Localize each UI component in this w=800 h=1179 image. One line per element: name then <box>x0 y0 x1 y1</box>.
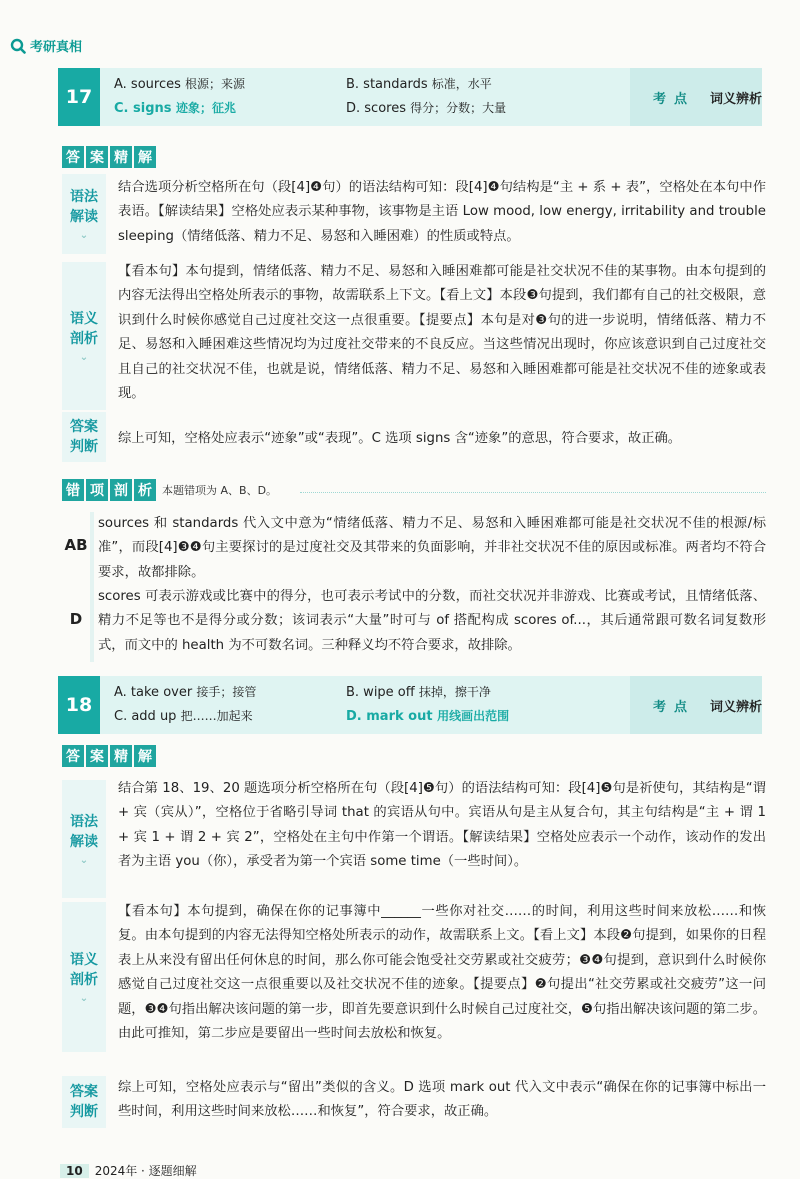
wrong-text-ab: sources 和 standards 代入文中意为“情绪低落、精力不足、易怒和入睡困难都可能是社交状况不佳的根源/标准”，而段[4]❸❹句主要探讨的是过度社交及其带来的负面影响，并非社交状况不佳的原因或标准。两者均不符合要求，故都排除。 <box>98 516 766 580</box>
option-b: B. wipe off 抹掉，擦干净 <box>346 685 491 700</box>
title-char: 项 <box>86 479 108 501</box>
judgement-text: 综上可知，空格处应表示与“留出”类似的含义。D 选项 mark out 代入文中表示“确保在你的记事簿中标出一些时间，利用这些时间来放松……和恢复”，符合要求，故正确。 <box>118 1080 766 1120</box>
brand <box>10 36 82 55</box>
question-17-options <box>58 68 762 126</box>
answer-analysis-title <box>62 146 156 168</box>
semantic-text: 【看本句】本句提到，确保在你的记事簿中______一些你对社交……的时间，利用这些时间来放松……和恢复。由本句提到的内容无法得知空格处所表示的动作，故需联系上文。【看上文】本段❷句提到，如果你的日程表上从来没有留出任何休息的时间，那么你可能会饱受社交劳累或社交疲劳；❸❹句提到，意识到什么时候你感觉自己过度社交这一点很重要以及社交状况不佳的迹象。【提要点】❷句提出“社交劳累或社交疲劳”这一问题，❸❹句指出解决该问题的第一步，即首先要意识到什么时候自己过度社交，❺句指出解决该问题的第二步。由此可推知，第二步应是要留出一些时间去放松和恢复。 <box>118 904 766 1042</box>
semantic-text: 【看本句】本句提到，情绪低落、精力不足、易怒和入睡困难都可能是社交状况不佳的某事物。由本句提到的内容无法得出空格处所表示的事物，故需联系上下文。【看上文】本段❸句提到，我们都有自己的社交极限，意识到什么时候你感觉自己过度社交这一点很重要。【提要点】本句是对❸句的进一步说明，情绪低落、精力不足、易怒和入睡困难这些情况均为过度社交带来的不良反应。当这些情况出现时，你应该意识到自己过度社交且自己的社交状况不佳，也就是说，情绪低落、精力不足、易怒和入睡困难都可能是社交状况不佳的迹象或表现。 <box>118 264 766 402</box>
title-char: 精 <box>110 745 132 767</box>
option-a: A. sources 根源；来源 <box>114 77 246 92</box>
test-point <box>630 676 762 734</box>
grammar-text: 结合第 18、19、20 题选项分析空格所在句（段[4]❺句）的语法结构可知：段[4]❺句是祈使句，其结构是“谓 + 宾（宾从）”，空格位于省略引导词 that 的宾语从句中。宾语从句是主从复合句，其主句结构是“主 + 谓 1 + 宾 1 + 谓 2 + 宾 2”，空格处在主句中作第一个谓语。【解读结果】空格处应表示一个动作，该动作的发出者为主语 you（你），承受者为第一个宾语 some time（一些时间）。 <box>118 781 766 870</box>
wrong-key-ab: AB <box>64 536 88 554</box>
page-footer <box>60 1162 197 1179</box>
judgement-text: 综上可知，空格处应表示“迹象”或“表现”。C 选项 signs 含“迹象”的意思，符合要求，故正确。 <box>118 431 682 446</box>
title-char: 解 <box>134 146 156 168</box>
wrong-bar <box>90 512 94 588</box>
test-point-label: 考点 <box>652 699 695 715</box>
title-char: 案 <box>86 146 108 168</box>
title-char: 错 <box>62 479 84 501</box>
option-d-correct: D. mark out 用线画出范围 <box>346 709 510 724</box>
title-char: 剖 <box>110 479 132 501</box>
brand-title: 考研真相 <box>30 40 83 55</box>
footer-title: 2024年 · 逐题细解 <box>94 1164 197 1178</box>
page-number: 10 <box>60 1164 89 1178</box>
semantic-label: 语义 剖析 ⌄ <box>62 262 106 410</box>
test-point <box>630 68 762 126</box>
question-number: 17 <box>58 68 100 126</box>
grammar-text: 结合选项分析空格所在句（段[4]❹句）的语法结构可知：段[4]❹句结构是“主 + 系 + 表”，空格处在本句中作表语。【解读结果】空格处应表示某种事物，该事物是主语 Low mood, low energy, irritability and trouble sleeping（情绪低落、精力不足、易怒和入睡困难）的性质或特点。 <box>118 180 766 244</box>
option-d: D. scores 得分；分数；大量 <box>346 101 507 116</box>
title-char: 析 <box>134 479 156 501</box>
question-number: 18 <box>58 676 100 734</box>
wrong-note: 本题错项为 A、B、D。 <box>162 484 278 497</box>
title-char: 精 <box>110 146 132 168</box>
title-char: 答 <box>62 146 84 168</box>
wrong-key-d: D <box>69 610 83 628</box>
wrong-option-title <box>62 479 277 501</box>
judgement-label: 答案 判断 <box>62 412 106 462</box>
wrong-text-d: scores 可表示游戏或比赛中的得分，也可表示考试中的分数，而社交状况并非游戏、比赛或考试，且情绪低落、精力不足等也不是得分或分数；该词表示“大量”时可与 of 搭配构成 scores of...，其后通常跟可数名词复数形式，而文中的 health 为不可数名词。三种释义均不符合要求，故排除。 <box>98 589 766 653</box>
options-grid <box>100 68 630 126</box>
wrong-bar <box>90 588 94 662</box>
magnifier-icon <box>10 38 26 54</box>
judgement-label: 答案 判断 <box>62 1076 106 1128</box>
answer-analysis-title <box>62 745 156 767</box>
grammar-label: 语法 解读 ⌄ <box>62 174 106 254</box>
test-point-value: 词义辨析 <box>709 699 762 715</box>
title-char: 案 <box>86 745 108 767</box>
option-a: A. take over 接手；接管 <box>114 685 257 700</box>
option-b: B. standards 标准，水平 <box>346 77 492 92</box>
semantic-label: 语义 剖析 ⌄ <box>62 902 106 1052</box>
title-char: 解 <box>134 745 156 767</box>
option-c-correct: C. signs 迹象；征兆 <box>114 101 237 116</box>
test-point-value: 词义辨析 <box>709 91 762 107</box>
test-point-label: 考点 <box>652 91 695 107</box>
question-18-options <box>58 676 762 734</box>
grammar-label: 语法 解读 ⌄ <box>62 780 106 898</box>
options-grid <box>100 676 630 734</box>
option-c: C. add up 把……加起来 <box>114 709 253 724</box>
title-char: 答 <box>62 745 84 767</box>
divider <box>300 492 766 493</box>
